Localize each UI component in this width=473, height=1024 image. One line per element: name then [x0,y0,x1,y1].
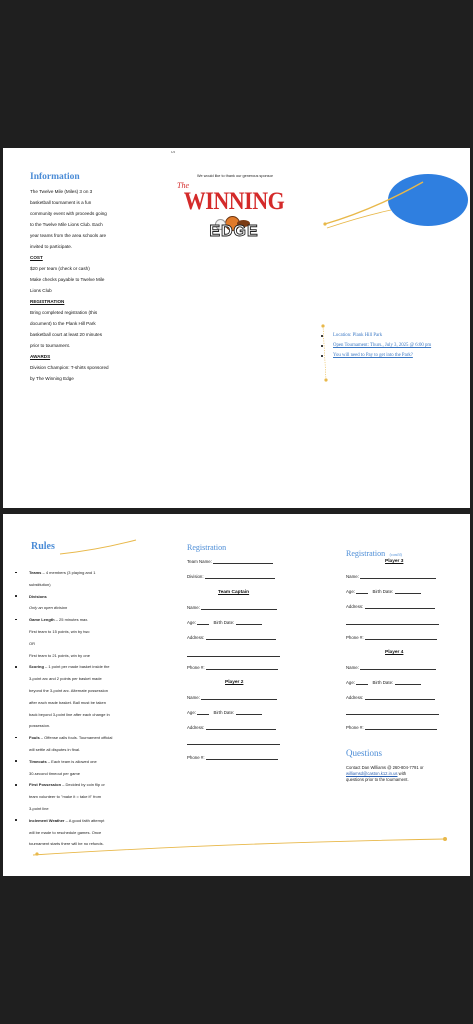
information-body [30,186,150,252]
rules-item-text: – 4 members (3 playing and 1 [41,570,96,575]
rules-item [29,747,80,752]
rules-item [29,664,110,669]
registration-title: Registration [187,543,227,552]
rules-item-heading: Divisions [29,593,47,599]
player2-name-field[interactable]: Name: [187,695,277,700]
event-date-link[interactable]: Open Tournament: Thurs., July 3, 2025 @ 6:00 pm [333,343,432,348]
registration-line: basketball court at least 20 minutes [30,332,103,337]
information-line: to the Twelve Mile Lions Club. Each [30,222,103,227]
player2-heading: Player 2 [225,680,244,685]
cost-line: $20 per team (check or cash) [30,266,90,271]
rules-item [29,723,50,728]
information-title: Information [30,172,80,182]
registration-line: Bring completed registration (this [30,310,98,315]
player2-address-field[interactable]: Address: [187,725,276,730]
bullet-icon [15,819,17,821]
event-park-pay[interactable] [333,351,431,361]
page-number: 1/2 [171,150,176,154]
rules-swoosh [58,538,138,558]
information-line: basketball tournament is a fun [30,200,92,205]
player2-phone-field[interactable]: Phone #: [187,755,278,760]
cost-body [30,263,150,296]
rules-title: Rules [31,541,55,552]
captain-phone-field[interactable]: Phone #: [187,665,278,670]
rules-item [29,782,105,787]
rules-item [29,759,97,764]
rules-item [29,794,101,799]
sponsor-thanks: We would like to thank our generous sponsor [197,174,273,178]
brochure-page-1 [3,148,470,508]
player3-address-field[interactable]: Address: [346,604,435,609]
awards-body [30,362,150,384]
rules-item-text: 3-point line [29,806,49,811]
rules-item [29,735,112,740]
cost-heading: COST [30,255,43,260]
player2-age-field[interactable]: Age: Birth Date: [187,710,262,715]
rules-item-text: – Decided by coin flip or [61,782,105,788]
player4-address-line2[interactable] [346,710,439,715]
information-line: community event with proceeds going [30,211,107,216]
rules-item-text: – 1 point per made basket inside the [43,664,110,670]
event-location: Location: Plank Hill Park [333,331,431,341]
rules-item-text: tournament starts there will be no refunds. [29,841,104,847]
player4-phone-field[interactable]: Phone #: [346,725,437,730]
winning-edge-logo [171,180,296,242]
cost-line: Make checks payable to Twelve Mile [30,277,105,282]
team-name-field[interactable]: Team Name: [187,559,273,564]
rules-item-text: possession. [29,723,51,729]
information-line: invited to participate. [30,244,73,249]
rules-item-text: Only an open division [29,605,68,611]
rules-item [29,712,110,717]
bullet-icon [15,737,17,739]
rules-item [29,617,88,622]
questions-line3: questions prior to the tournament. [346,777,409,782]
rules-item [29,700,106,705]
rules-item-heading: Inclement Weather [29,817,65,823]
contact-email-link[interactable]: williamsd@caston.k12.in.us [346,771,398,776]
logo-edge: EDGE [209,223,259,240]
bullet-icon [15,666,17,668]
registration-line: document) to the Plank Hill Park [30,321,96,326]
bullet-icon [15,572,17,574]
captain-age-field[interactable]: Age: Birth Date: [187,620,262,625]
rules-item-text: – Offense calls fouls. Tournament official [39,735,113,741]
player3-heading: Player 3 [385,559,404,564]
rules-item-text: First team to 21 points, win by one [29,652,90,658]
rules-item-heading: First Possession [29,782,62,788]
rules-item-heading: Timeouts [29,758,47,764]
player3-name-field[interactable]: Name: [346,574,436,579]
player2-address-line2[interactable] [187,740,280,745]
brochure-page-2 [3,514,470,876]
logo-winning: WINNING [183,186,285,215]
captain-name-field[interactable]: Name: [187,605,277,610]
rules-item-heading: Fouls [29,735,40,741]
player4-name-field[interactable]: Name: [346,665,436,670]
player3-address-line2[interactable] [346,620,439,625]
registration-contd-title: Registration (cont'd) [346,549,402,558]
rules-item [29,688,108,693]
rules-item-text: – 25 minutes max. [54,617,89,623]
player4-age-field[interactable]: Age: Birth Date: [346,680,421,685]
park-pay-link[interactable]: You will need to Pay to get into the Park? [333,353,413,358]
captain-address-line2[interactable] [187,652,280,657]
registration-heading: REGISTRATION [30,299,65,304]
rules-item-text: will settle all disputes in final. [29,747,81,752]
rules-item-text: back beyond 3-point line after each change in [29,711,110,717]
rules-item-text: 30-second timeout per game [29,770,80,776]
blue-swoosh-graphic [313,172,470,232]
division-field[interactable]: Division: [187,574,275,579]
player4-heading: Player 4 [385,650,404,655]
rules-item-text: after each made basket. Ball must be taken [29,699,106,705]
rules-item [29,806,49,811]
bullet-icon [15,595,17,597]
rules-item-text: substitution) [29,581,51,587]
cost-line: Lions Club [30,288,52,293]
rules-item-text: – A good faith attempt [64,817,105,823]
registration-line: prior to tournament. [30,343,71,348]
event-date[interactable] [333,341,431,351]
player3-phone-field[interactable]: Phone #: [346,635,437,640]
rules-item [29,676,102,681]
rules-item-text: OR [29,640,35,646]
rules-item [29,582,51,587]
bottom-swoosh-graphic [23,829,453,859]
bullet-icon [15,784,17,786]
rules-item [29,771,80,776]
team-captain-heading: Team Captain [218,590,250,595]
awards-heading: AWARDS [30,354,51,359]
registration-body [30,307,150,351]
rules-item-heading: Teams [29,570,42,575]
information-line: The Twelve Mile (Miles) 3 on 3 [30,189,93,194]
questions-line1: Contact Dan Williams @ 260-804-7791 or [346,765,424,770]
rules-item [29,605,67,610]
rules-item-text: 3-point arc and 2 points per basket made [29,676,102,682]
rules-item-text: will be made to reschedule games. Once [29,829,102,835]
rules-item [29,653,90,658]
questions-line2: williamsd@caston.k12.in.us with [346,771,407,776]
sponsor-column [165,174,305,178]
rules-item [29,641,35,646]
bullet-icon [15,760,17,762]
rules-item-text: First team to 15 points, win by two [29,629,90,634]
player3-age-field[interactable]: Age: Birth Date: [346,589,421,594]
awards-line: by The Winning Edge [30,376,74,381]
rules-item-text: team volunteer to "make it = take it" from [29,794,102,800]
bullet-icon [15,619,17,621]
questions-title: Questions [346,748,382,758]
rules-item [29,818,104,823]
captain-address-field[interactable]: Address: [187,635,276,640]
rules-item [29,629,89,634]
rules-item-heading: Scoring [29,664,44,670]
player4-address-field[interactable]: Address: [346,695,435,700]
awards-line: Division Champion: T-shirts sponsored [30,365,109,370]
rules-item [29,570,95,575]
event-details-list [333,331,431,361]
rules-item-text: – Each team is allowed one [46,758,97,764]
information-column [30,172,150,384]
rules-item [29,594,47,599]
questions-body [346,765,424,783]
rules-item-heading: Game Length [29,617,55,623]
logo-the: The [177,181,189,190]
rules-item-text: beyond the 3-point arc. Alternate possession [29,688,108,693]
information-line: year teams from the area schools are [30,233,107,238]
